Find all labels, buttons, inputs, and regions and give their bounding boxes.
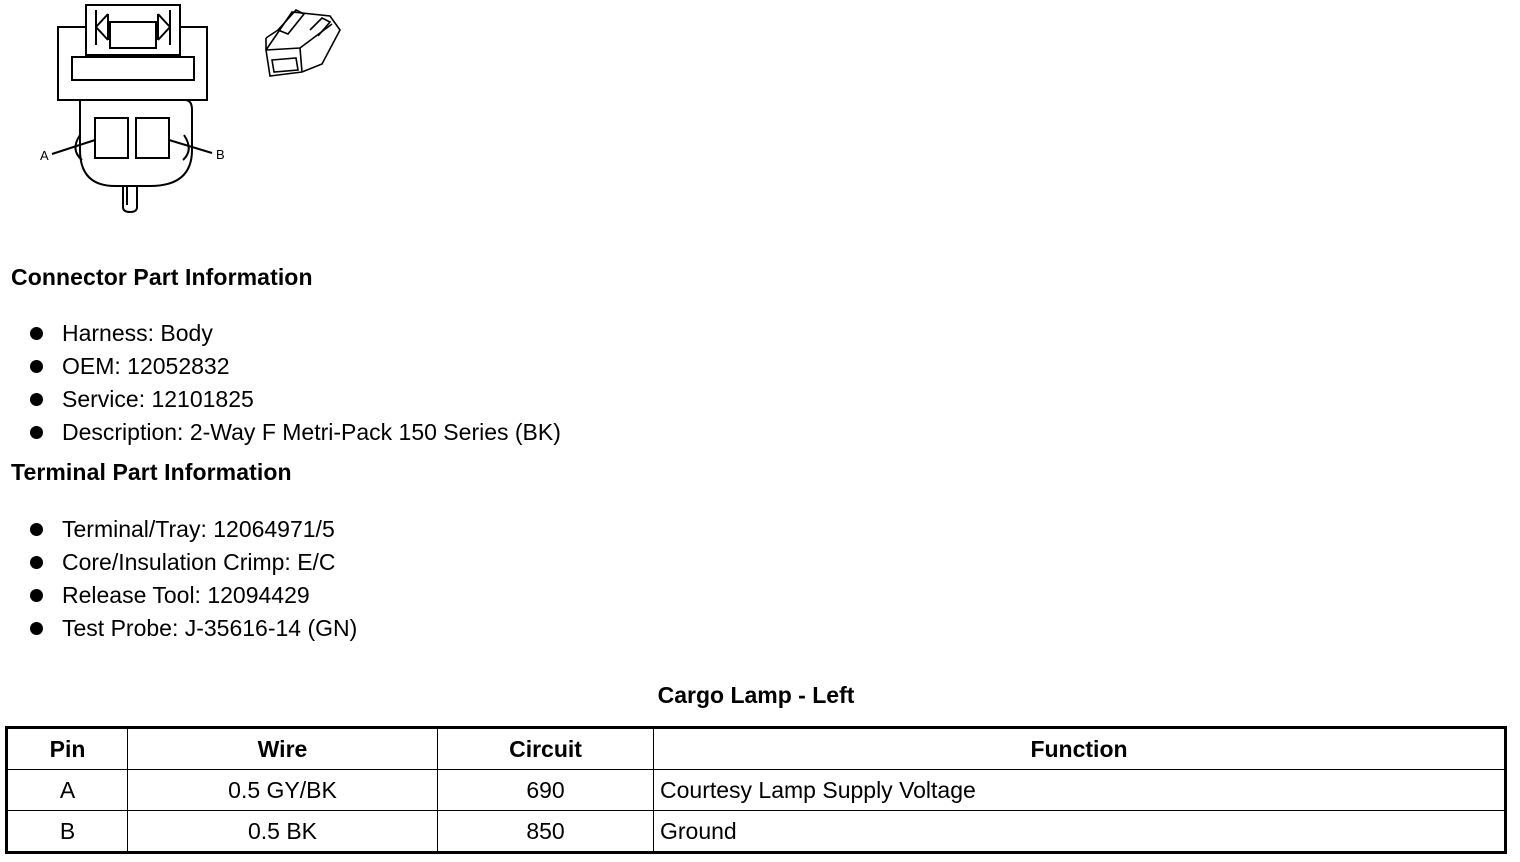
bullet-icon [30, 589, 43, 602]
cell-function: Courtesy Lamp Supply Voltage [654, 770, 1506, 811]
bullet-icon [30, 622, 43, 635]
bullet-icon [30, 556, 43, 569]
bullet-icon [30, 523, 43, 536]
list-item: Harness: Body [0, 318, 561, 351]
cell-pin: A [7, 770, 128, 811]
list-item: Terminal/Tray: 12064971/5 [0, 514, 357, 547]
connector-face-view [52, 5, 212, 212]
list-item: Service: 12101825 [0, 384, 561, 417]
cell-wire: 0.5 BK [128, 811, 438, 853]
connector-diagram [0, 0, 360, 220]
connector-info-heading: Connector Part Information [11, 264, 313, 290]
table-header-row [7, 728, 1506, 770]
terminal-info-heading: Terminal Part Information [11, 459, 292, 485]
list-item: Release Tool: 12094429 [0, 580, 357, 613]
connector-info-list [0, 318, 561, 450]
cell-function: Ground [654, 811, 1506, 853]
cell-pin: B [7, 811, 128, 853]
connector-isometric-view [266, 10, 340, 76]
list-item: Core/Insulation Crimp: E/C [0, 547, 357, 580]
cell-wire: 0.5 GY/BK [128, 770, 438, 811]
bullet-icon [30, 360, 43, 373]
list-item: Test Probe: J-35616-14 (GN) [0, 613, 357, 646]
terminal-info-list [0, 514, 357, 646]
cell-circuit: 850 [438, 811, 654, 853]
list-item: OEM: 12052832 [0, 351, 561, 384]
table-row [7, 811, 1506, 853]
cell-circuit: 690 [438, 770, 654, 811]
header-wire: Wire [128, 728, 438, 770]
pin-label-b: B [216, 147, 225, 162]
pin-table [5, 726, 1507, 854]
bullet-icon [30, 393, 43, 406]
header-circuit: Circuit [438, 728, 654, 770]
pin-label-a: A [40, 148, 49, 163]
table-title: Cargo Lamp - Left [657, 682, 855, 708]
bullet-icon [30, 426, 43, 439]
list-item: Description: 2-Way F Metri-Pack 150 Series (BK) [0, 417, 561, 450]
bullet-icon [30, 327, 43, 340]
header-pin: Pin [7, 728, 128, 770]
table-row [7, 770, 1506, 811]
header-function: Function [654, 728, 1506, 770]
